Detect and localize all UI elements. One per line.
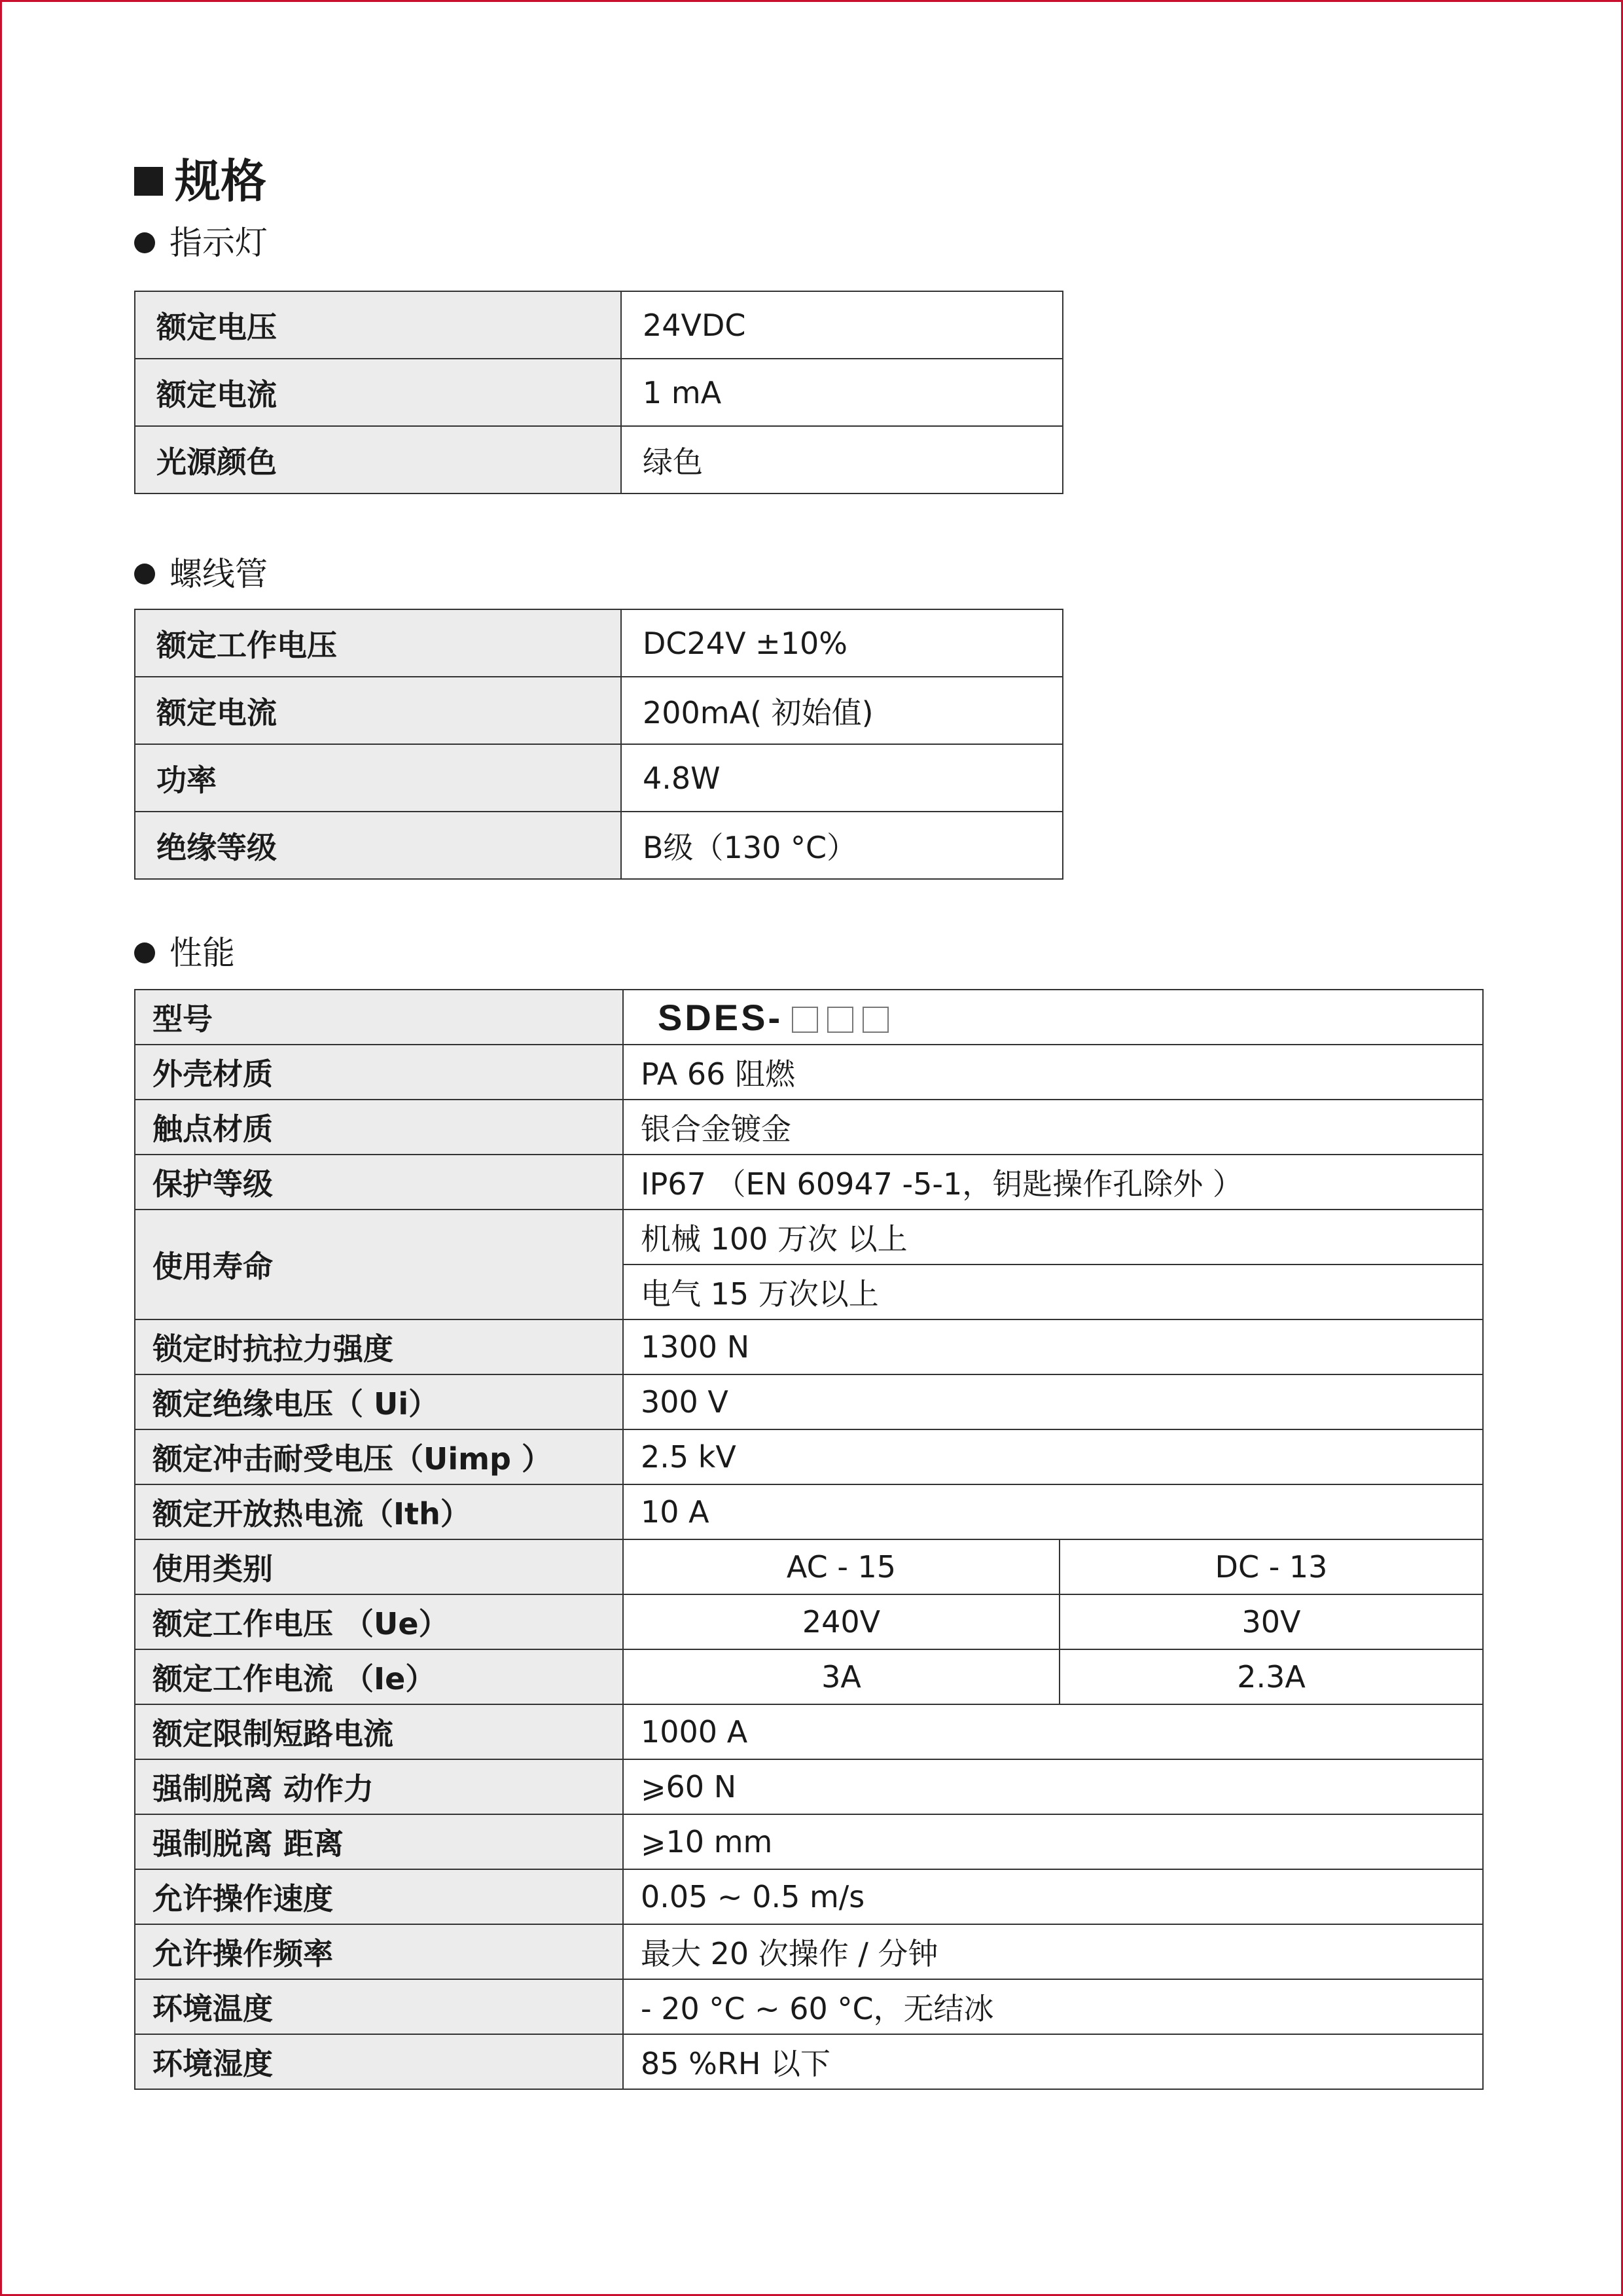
section-title-text: 性能 <box>169 934 235 972</box>
page-title-text: 规格 <box>175 154 266 208</box>
section-title-indicator <box>134 220 268 266</box>
table-row <box>135 1649 1483 1704</box>
row-label: 额定电流 <box>135 359 621 426</box>
row-value: 1 mA <box>621 359 1063 426</box>
table-row <box>135 1484 1483 1539</box>
row-label: 功率 <box>135 744 621 812</box>
row-value: 200mA( 初始值) <box>621 677 1063 744</box>
bullet-dot-icon <box>134 564 155 584</box>
row-label: 额定工作电压 （Ue） <box>135 1594 623 1649</box>
dc-value: 30V <box>1060 1594 1483 1649</box>
row-value: - 20 °C ~ 60 °C，无结冰 <box>623 1979 1483 2034</box>
section-title-text: 指示灯 <box>169 224 268 262</box>
row-label: 强制脱离 动作力 <box>135 1759 623 1814</box>
row-value: 85 %RH 以下 <box>623 2034 1483 2089</box>
indicator-table <box>134 291 1063 494</box>
table-row <box>135 744 1063 812</box>
table-row <box>135 1539 1483 1594</box>
row-value: ⩾10 mm <box>623 1814 1483 1869</box>
table-row <box>135 1210 1483 1265</box>
ac-value: AC - 15 <box>623 1539 1060 1594</box>
row-value: B级（130 °C） <box>621 812 1063 879</box>
row-label: 允许操作速度 <box>135 1869 623 1924</box>
table-row <box>135 990 1483 1045</box>
table-row <box>135 609 1063 677</box>
row-label: 型号 <box>135 990 623 1045</box>
table-row <box>135 1100 1483 1155</box>
row-value: IP67 （EN 60947 -5-1，钥匙操作孔除外 ） <box>623 1155 1483 1210</box>
row-label: 额定限制短路电流 <box>135 1704 623 1759</box>
table-row <box>135 677 1063 744</box>
table-row <box>135 1319 1483 1374</box>
row-label: 额定绝缘电压（ Ui） <box>135 1374 623 1429</box>
placeholder-box-icon <box>863 1007 889 1033</box>
dc-value: 2.3A <box>1060 1649 1483 1704</box>
table-row <box>135 1374 1483 1429</box>
row-label: 外壳材质 <box>135 1045 623 1100</box>
table-row <box>135 1704 1483 1759</box>
row-label: 环境湿度 <box>135 2034 623 2089</box>
row-value: 10 A <box>623 1484 1483 1539</box>
row-value: 24VDC <box>621 291 1063 359</box>
bullet-dot-icon <box>134 942 155 963</box>
row-label: 额定工作电压 <box>135 609 621 677</box>
row-label: 绝缘等级 <box>135 812 621 879</box>
table-row <box>135 1979 1483 2034</box>
table-row <box>135 1869 1483 1924</box>
table-row <box>135 359 1063 426</box>
row-label: 额定工作电流 （Ie） <box>135 1649 623 1704</box>
table-row <box>135 1594 1483 1649</box>
row-label: 额定冲击耐受电压（Uimp ） <box>135 1429 623 1484</box>
row-label: 触点材质 <box>135 1100 623 1155</box>
row-value: 1300 N <box>623 1319 1483 1374</box>
ac-value: 240V <box>623 1594 1060 1649</box>
table-row <box>135 426 1063 493</box>
table-row <box>135 1814 1483 1869</box>
row-label: 环境温度 <box>135 1979 623 2034</box>
page-title <box>134 152 266 211</box>
row-label: 使用类别 <box>135 1539 623 1594</box>
solenoid-table <box>134 609 1063 880</box>
row-label: 允许操作频率 <box>135 1924 623 1979</box>
table-row <box>135 1155 1483 1210</box>
row-label: 额定电压 <box>135 291 621 359</box>
table-row <box>135 1429 1483 1484</box>
square-bullet-icon <box>134 167 163 196</box>
row-label: 光源颜色 <box>135 426 621 493</box>
row-label: 使用寿命 <box>135 1210 623 1319</box>
dc-value: DC - 13 <box>1060 1539 1483 1594</box>
placeholder-box-icon <box>792 1007 818 1033</box>
section-title-text: 螺线管 <box>169 555 268 593</box>
placeholder-box-icon <box>827 1007 853 1033</box>
table-row <box>135 2034 1483 2089</box>
table-row <box>135 1045 1483 1100</box>
table-row <box>135 1759 1483 1814</box>
section-title-solenoid <box>134 551 268 597</box>
model-prefix: SDES- <box>658 996 783 1038</box>
section-title-performance <box>134 930 235 976</box>
row-value: 0.05 ~ 0.5 m/s <box>623 1869 1483 1924</box>
ac-value: 3A <box>623 1649 1060 1704</box>
table-row <box>135 812 1063 879</box>
performance-table <box>134 989 1484 2090</box>
row-label: 强制脱离 距离 <box>135 1814 623 1869</box>
table-row <box>135 1924 1483 1979</box>
row-value: 机械 100 万次 以上 <box>623 1210 1483 1265</box>
row-value: ⩾60 N <box>623 1759 1483 1814</box>
row-value: DC24V ±10% <box>621 609 1063 677</box>
row-label: 额定电流 <box>135 677 621 744</box>
row-value: 银合金镀金 <box>623 1100 1483 1155</box>
row-value: 300 V <box>623 1374 1483 1429</box>
row-value: 电气 15 万次以上 <box>623 1265 1483 1319</box>
row-label: 保护等级 <box>135 1155 623 1210</box>
bullet-dot-icon <box>134 232 155 253</box>
row-value: 1000 A <box>623 1704 1483 1759</box>
row-value: PA 66 阻燃 <box>623 1045 1483 1100</box>
model-value <box>623 990 1483 1045</box>
row-label: 锁定时抗拉力强度 <box>135 1319 623 1374</box>
row-value: 2.5 kV <box>623 1429 1483 1484</box>
row-label: 额定开放热电流（Ith） <box>135 1484 623 1539</box>
row-value: 绿色 <box>621 426 1063 493</box>
row-value: 4.8W <box>621 744 1063 812</box>
table-row <box>135 291 1063 359</box>
row-value: 最大 20 次操作 / 分钟 <box>623 1924 1483 1979</box>
